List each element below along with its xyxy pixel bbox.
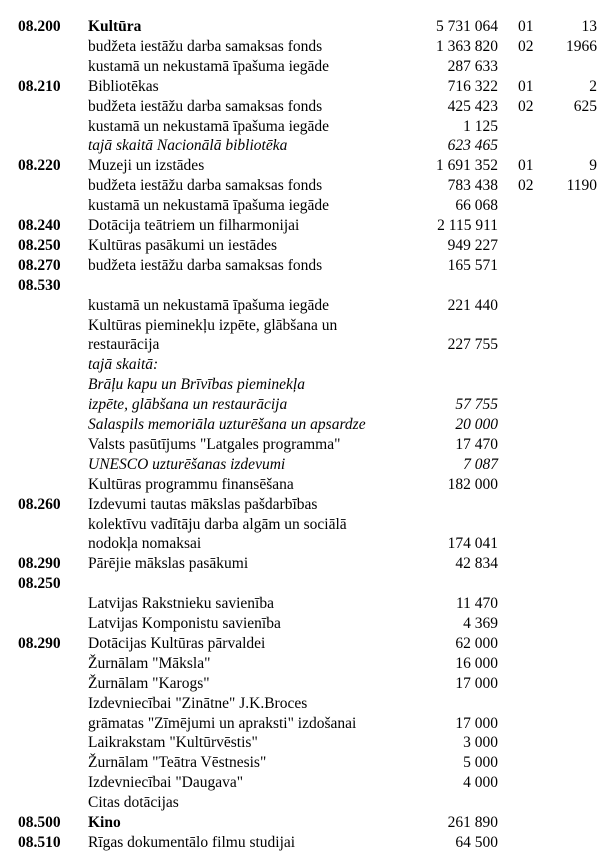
budget-code: 08.260 — [18, 495, 61, 513]
budget-row — [0, 694, 600, 714]
amount: 20 000 — [455, 416, 498, 433]
budget-row — [0, 176, 600, 196]
item-label: Izdevniecībai "Daugava" — [88, 774, 244, 792]
amount: 4 000 — [463, 774, 498, 792]
amount: 949 227 — [447, 236, 498, 254]
item-label: Izdevumi tautas mākslas pašdarbības — [88, 495, 318, 513]
budget-row — [0, 97, 600, 117]
budget-row — [0, 654, 600, 674]
column-count: 13 — [581, 18, 597, 35]
column-count: 625 — [573, 97, 597, 115]
amount: 7 087 — [463, 455, 498, 473]
amount: 1 691 352 — [436, 157, 498, 175]
budget-row — [0, 515, 600, 535]
amount: 165 571 — [447, 256, 498, 274]
item-label: budžeta iestāžu darba samaksas fonds — [88, 97, 323, 115]
budget-row — [0, 216, 600, 236]
amount: 1 125 — [463, 117, 498, 135]
amount: 66 068 — [455, 197, 498, 215]
budget-row — [0, 335, 600, 355]
budget-row — [0, 554, 600, 574]
budget-row — [0, 534, 600, 554]
budget-row — [0, 196, 600, 216]
item-label: kustamā un nekustamā īpašuma iegāde — [88, 117, 330, 135]
amount: 5 000 — [463, 754, 498, 772]
budget-code: 08.290 — [18, 634, 61, 652]
amount: 261 890 — [447, 814, 498, 831]
budget-code: 08.290 — [18, 555, 61, 573]
item-label: nodokļa nomaksai — [88, 535, 202, 553]
amount: 2 115 911 — [437, 217, 498, 234]
budget-row — [0, 733, 600, 753]
budget-row — [0, 634, 600, 654]
budget-row — [0, 296, 600, 316]
column-code: 01 — [518, 18, 534, 35]
item-label: Valsts pasūtījums "Latgales programma" — [88, 435, 341, 453]
budget-row — [0, 495, 600, 515]
budget-row — [0, 833, 600, 853]
amount: 623 465 — [447, 137, 498, 155]
budget-row — [0, 793, 600, 813]
item-label: Žurnālam "Māksla" — [88, 654, 211, 672]
item-label: budžeta iestāžu darba samaksas fonds — [88, 256, 323, 274]
item-label: Dotācijas Kultūras pārvaldei — [88, 634, 266, 652]
column-code: 02 — [518, 37, 534, 55]
budget-row — [0, 614, 600, 634]
item-label: Brāļu kapu un Brīvības pieminekļa — [88, 376, 305, 394]
amount: 287 633 — [447, 57, 498, 75]
budget-row — [0, 136, 600, 156]
item-label: kolektīvu vadītāju darba algām un sociālā — [88, 515, 347, 533]
budget-row — [0, 256, 600, 276]
budget-row — [0, 415, 600, 435]
budget-row — [0, 395, 600, 415]
item-label: Pārējie mākslas pasākumi — [88, 555, 249, 573]
amount: 221 440 — [447, 296, 498, 314]
amount: 716 322 — [447, 77, 498, 95]
budget-row — [0, 773, 600, 793]
budget-row — [0, 714, 600, 734]
budget-row — [0, 77, 600, 97]
amount: 57 755 — [455, 396, 498, 414]
budget-code: 08.220 — [18, 157, 61, 175]
amount: 17 470 — [455, 435, 498, 453]
item-label: Kino — [88, 814, 121, 831]
column-count: 2 — [589, 77, 597, 95]
item-label: kustamā un nekustamā īpašuma iegāde — [88, 57, 330, 75]
budget-row — [0, 355, 600, 375]
budget-code: 08.530 — [18, 276, 61, 294]
budget-code: 08.250 — [18, 236, 61, 254]
amount: 4 369 — [463, 615, 498, 632]
item-label: kustamā un nekustamā īpašuma iegāde — [88, 197, 330, 215]
budget-row — [0, 316, 600, 336]
amount: 11 470 — [455, 595, 498, 613]
item-label: kustamā un nekustamā īpašuma iegāde — [88, 296, 330, 314]
amount: 42 834 — [455, 555, 498, 573]
column-code: 01 — [518, 77, 534, 95]
budget-row — [0, 753, 600, 773]
budget-row — [0, 674, 600, 694]
column-count: 1966 — [566, 37, 597, 55]
item-label: Muzeji un izstādes — [88, 157, 205, 175]
budget-row — [0, 813, 600, 833]
budget-code: 08.500 — [18, 814, 61, 831]
budget-row — [0, 594, 600, 614]
budget-code: 08.510 — [18, 833, 61, 851]
item-label: Kultūras pasākumi un iestādes — [88, 236, 277, 254]
budget-row — [0, 57, 600, 77]
amount: 1 363 820 — [436, 37, 498, 55]
item-label: Kultūra — [88, 18, 142, 35]
item-label: tajā skaitā Nacionālā bibliotēka — [88, 137, 288, 155]
item-label: budžeta iestāžu darba samaksas fonds — [88, 177, 323, 195]
item-label: Bibliotēkas — [88, 77, 159, 95]
item-label: Citas dotācijas — [88, 794, 179, 812]
column-code: 02 — [518, 97, 534, 115]
budget-code: 08.200 — [18, 18, 61, 35]
budget-row — [0, 455, 600, 475]
column-count: 1190 — [566, 177, 597, 195]
budget-row — [0, 435, 600, 455]
amount: 62 000 — [455, 634, 498, 652]
amount: 16 000 — [455, 654, 498, 672]
amount: 174 041 — [447, 535, 498, 553]
column-count: 9 — [589, 157, 597, 175]
budget-row — [0, 156, 600, 176]
budget-row — [0, 17, 600, 37]
column-code: 02 — [518, 177, 534, 195]
item-label: izpēte, glābšana un restaurācija — [88, 396, 288, 414]
item-label: Kultūras pieminekļu izpēte, glābšana un — [88, 316, 338, 334]
amount: 5 731 064 — [436, 18, 498, 35]
amount: 17 000 — [455, 674, 498, 692]
budget-code: 08.210 — [18, 77, 61, 95]
amount: 227 755 — [447, 336, 498, 354]
budget-row — [0, 37, 600, 57]
item-label: Izdevniecībai "Zinātne" J.K.Broces — [88, 694, 308, 712]
budget-code: 08.250 — [18, 575, 61, 593]
item-label: Žurnālam "Karogs" — [88, 674, 210, 692]
budget-row — [0, 375, 600, 395]
item-label: tajā skaitā: — [88, 356, 159, 374]
item-label: Rīgas dokumentālo filmu studijai — [88, 833, 296, 851]
budget-row — [0, 236, 600, 256]
item-label: grāmatas "Zīmējumi un apraksti" izdošanai — [88, 714, 357, 732]
item-label: Latvijas Komponistu savienība — [88, 615, 281, 632]
budget-code: 08.270 — [18, 256, 61, 274]
amount: 17 000 — [455, 714, 498, 732]
budget-row — [0, 117, 600, 137]
item-label: UNESCO uzturēšanas izdevumi — [88, 455, 286, 473]
item-label: Laikrakstam "Kultūrvēstis" — [88, 734, 258, 752]
budget-row — [0, 475, 600, 495]
budget-row — [0, 574, 600, 594]
amount: 425 423 — [447, 97, 498, 115]
budget-code: 08.240 — [18, 217, 61, 234]
item-label: Salaspils memoriāla uzturēšana un apsardze — [88, 416, 366, 433]
amount: 3 000 — [463, 734, 498, 752]
item-label: Kultūras programmu finansēšana — [88, 475, 294, 493]
column-code: 01 — [518, 157, 534, 175]
item-label: restaurācija — [88, 336, 160, 354]
item-label: budžeta iestāžu darba samaksas fonds — [88, 37, 323, 55]
amount: 64 500 — [455, 833, 498, 851]
item-label: Latvijas Rakstnieku savienība — [88, 595, 274, 613]
item-label: Žurnālam "Teātra Vēstnesis" — [88, 754, 267, 772]
amount: 182 000 — [447, 475, 498, 493]
budget-row — [0, 276, 600, 296]
amount: 783 438 — [447, 177, 498, 195]
item-label: Dotācija teātriem un filharmonijai — [88, 217, 300, 234]
